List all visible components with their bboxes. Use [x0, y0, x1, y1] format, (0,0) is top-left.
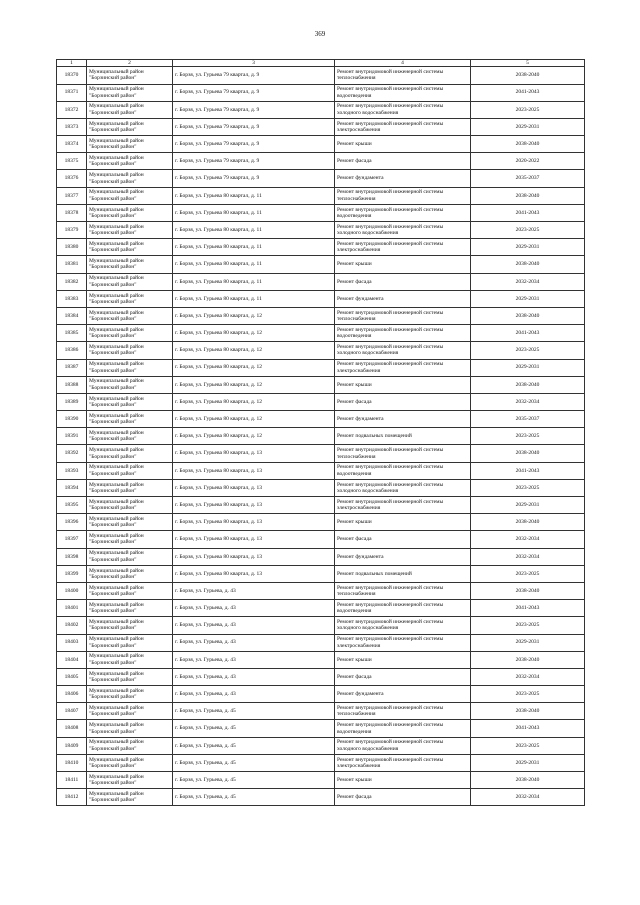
row-number-cell: 18392 — [57, 445, 87, 462]
work-type-cell: Ремонт фасада — [335, 393, 471, 410]
row-number-cell: 18398 — [57, 548, 87, 565]
table-row — [57, 754, 585, 771]
table-row — [57, 634, 585, 651]
work-type-cell: Ремонт внутридомовой инженерной системы холодного водоснабжения — [335, 479, 471, 496]
address-cell: г. Борзя, ул. Гурьева 80 квартал, д. 12 — [173, 393, 335, 410]
row-number-cell: 18383 — [57, 290, 87, 307]
municipality-cell: Муниципальный район "Борзинский район" — [87, 256, 173, 273]
period-cell: 2041-2043 — [471, 720, 585, 737]
period-cell: 2023-2025 — [471, 222, 585, 239]
period-cell: 2038-2040 — [471, 703, 585, 720]
column-header: 5 — [471, 60, 585, 67]
municipality-cell: Муниципальный район "Борзинский район" — [87, 772, 173, 789]
table-row — [57, 376, 585, 393]
work-type-cell: Ремонт внутридомовой инженерной системы электроснабжения — [335, 239, 471, 256]
address-cell: г. Борзя, ул. Гурьева 80 квартал, д. 13 — [173, 445, 335, 462]
work-type-cell: Ремонт внутридомовой инженерной системы холодного водоснабжения — [335, 101, 471, 118]
address-cell: г. Борзя, ул. Гурьева, д. 43 — [173, 600, 335, 617]
period-cell: 2032-2034 — [471, 668, 585, 685]
row-number-cell: 18376 — [57, 170, 87, 187]
work-type-cell: Ремонт фасада — [335, 668, 471, 685]
address-cell: г. Борзя, ул. Гурьева 80 квартал, д. 11 — [173, 239, 335, 256]
municipality-cell: Муниципальный район "Борзинский район" — [87, 703, 173, 720]
address-cell: г. Борзя, ул. Гурьева 80 квартал, д. 13 — [173, 548, 335, 565]
address-cell: г. Борзя, ул. Гурьева 80 квартал, д. 11 — [173, 222, 335, 239]
municipality-cell: Муниципальный район "Борзинский район" — [87, 617, 173, 634]
column-header: 3 — [173, 60, 335, 67]
row-number-cell: 18371 — [57, 84, 87, 101]
period-cell: 2023-2025 — [471, 342, 585, 359]
table-row — [57, 720, 585, 737]
table-row — [57, 462, 585, 479]
row-number-cell: 18378 — [57, 204, 87, 221]
row-number-cell: 18391 — [57, 428, 87, 445]
address-cell: г. Борзя, ул. Гурьева 80 квартал, д. 11 — [173, 187, 335, 204]
period-cell: 2038-2040 — [471, 307, 585, 324]
table-row — [57, 273, 585, 290]
row-number-cell: 18404 — [57, 651, 87, 668]
row-number-cell: 18402 — [57, 617, 87, 634]
work-type-cell: Ремонт фундамента — [335, 548, 471, 565]
period-cell: 2029-2031 — [471, 754, 585, 771]
table-row — [57, 600, 585, 617]
table-row — [57, 772, 585, 789]
work-type-cell: Ремонт фасада — [335, 273, 471, 290]
row-number-cell: 18399 — [57, 565, 87, 582]
municipality-cell: Муниципальный район "Борзинский район" — [87, 290, 173, 307]
municipality-cell: Муниципальный район "Борзинский район" — [87, 101, 173, 118]
row-number-cell: 18384 — [57, 307, 87, 324]
municipality-cell: Муниципальный район "Борзинский район" — [87, 273, 173, 290]
table-row — [57, 342, 585, 359]
period-cell: 2038-2040 — [471, 67, 585, 84]
table-row — [57, 153, 585, 170]
address-cell: г. Борзя, ул. Гурьева 80 квартал, д. 11 — [173, 256, 335, 273]
address-cell: г. Борзя, ул. Гурьева, д. 45 — [173, 737, 335, 754]
work-type-cell: Ремонт фасада — [335, 789, 471, 806]
row-number-cell: 18377 — [57, 187, 87, 204]
period-cell: 2041-2043 — [471, 462, 585, 479]
row-number-cell: 18394 — [57, 479, 87, 496]
period-cell: 2023-2025 — [471, 686, 585, 703]
table-row — [57, 479, 585, 496]
work-type-cell: Ремонт внутридомовой инженерной системы теплоснабжения — [335, 67, 471, 84]
municipality-cell: Муниципальный район "Борзинский район" — [87, 393, 173, 410]
address-cell: г. Борзя, ул. Гурьева, д. 45 — [173, 772, 335, 789]
table-row — [57, 789, 585, 806]
address-cell: г. Борзя, ул. Гурьева 79 квартал, д. 9 — [173, 170, 335, 187]
address-cell: г. Борзя, ул. Гурьева, д. 43 — [173, 634, 335, 651]
municipality-cell: Муниципальный район "Борзинский район" — [87, 118, 173, 135]
municipality-cell: Муниципальный район "Борзинский район" — [87, 531, 173, 548]
period-cell: 2041-2043 — [471, 204, 585, 221]
row-number-cell: 18409 — [57, 737, 87, 754]
row-number-cell: 18389 — [57, 393, 87, 410]
table-row — [57, 651, 585, 668]
period-cell: 2038-2040 — [471, 445, 585, 462]
column-number-row — [57, 60, 585, 67]
work-type-cell: Ремонт внутридомовой инженерной системы водоотведения — [335, 84, 471, 101]
period-cell: 2035-2037 — [471, 170, 585, 187]
table-row — [57, 737, 585, 754]
row-number-cell: 18370 — [57, 67, 87, 84]
municipality-cell: Муниципальный район "Борзинский район" — [87, 600, 173, 617]
row-number-cell: 18374 — [57, 136, 87, 153]
address-cell: г. Борзя, ул. Гурьева 80 квартал, д. 13 — [173, 514, 335, 531]
municipality-cell: Муниципальный район "Борзинский район" — [87, 497, 173, 514]
municipality-cell: Муниципальный район "Борзинский район" — [87, 187, 173, 204]
work-type-cell: Ремонт внутридомовой инженерной системы холодного водоснабжения — [335, 222, 471, 239]
municipality-cell: Муниципальный район "Борзинский район" — [87, 789, 173, 806]
period-cell: 2038-2040 — [471, 514, 585, 531]
municipality-cell: Муниципальный район "Борзинский район" — [87, 136, 173, 153]
address-cell: г. Борзя, ул. Гурьева, д. 43 — [173, 582, 335, 599]
table-row — [57, 136, 585, 153]
table-row — [57, 497, 585, 514]
period-cell: 2023-2025 — [471, 617, 585, 634]
municipality-cell: Муниципальный район "Борзинский район" — [87, 67, 173, 84]
row-number-cell: 18379 — [57, 222, 87, 239]
municipality-cell: Муниципальный район "Борзинский район" — [87, 376, 173, 393]
table-row — [57, 531, 585, 548]
work-type-cell: Ремонт внутридомовой инженерной системы теплоснабжения — [335, 187, 471, 204]
address-cell: г. Борзя, ул. Гурьева 79 квартал, д. 9 — [173, 84, 335, 101]
municipality-cell: Муниципальный район "Борзинский район" — [87, 634, 173, 651]
municipality-cell: Муниципальный район "Борзинский район" — [87, 359, 173, 376]
table-row — [57, 67, 585, 84]
municipality-cell: Муниципальный район "Борзинский район" — [87, 651, 173, 668]
work-type-cell: Ремонт фасада — [335, 531, 471, 548]
address-cell: г. Борзя, ул. Гурьева 80 квартал, д. 13 — [173, 479, 335, 496]
period-cell: 2032-2034 — [471, 789, 585, 806]
work-type-cell: Ремонт внутридомовой инженерной системы водоотведения — [335, 325, 471, 342]
work-type-cell: Ремонт внутридомовой инженерной системы холодного водоснабжения — [335, 342, 471, 359]
work-type-cell: Ремонт внутридомовой инженерной системы теплоснабжения — [335, 703, 471, 720]
work-type-cell: Ремонт внутридомовой инженерной системы электроснабжения — [335, 634, 471, 651]
work-type-cell: Ремонт фундамента — [335, 290, 471, 307]
period-cell: 2023-2025 — [471, 428, 585, 445]
period-cell: 2029-2031 — [471, 118, 585, 135]
period-cell: 2038-2040 — [471, 136, 585, 153]
table-row — [57, 222, 585, 239]
period-cell: 2041-2043 — [471, 325, 585, 342]
period-cell: 2041-2043 — [471, 600, 585, 617]
period-cell: 2038-2040 — [471, 582, 585, 599]
table-row — [57, 290, 585, 307]
period-cell: 2029-2031 — [471, 359, 585, 376]
municipality-cell: Муниципальный район "Борзинский район" — [87, 720, 173, 737]
municipality-cell: Муниципальный район "Борзинский район" — [87, 428, 173, 445]
table-row — [57, 256, 585, 273]
table-row — [57, 101, 585, 118]
municipality-cell: Муниципальный район "Борзинский район" — [87, 84, 173, 101]
table-row — [57, 84, 585, 101]
period-cell: 2032-2034 — [471, 273, 585, 290]
address-cell: г. Борзя, ул. Гурьева 80 квартал, д. 13 — [173, 462, 335, 479]
address-cell: г. Борзя, ул. Гурьева 79 квартал, д. 9 — [173, 118, 335, 135]
period-cell: 2038-2040 — [471, 187, 585, 204]
address-cell: г. Борзя, ул. Гурьева 79 квартал, д. 9 — [173, 136, 335, 153]
address-cell: г. Борзя, ул. Гурьева 80 квартал, д. 11 — [173, 273, 335, 290]
row-number-cell: 18380 — [57, 239, 87, 256]
row-number-cell: 18375 — [57, 153, 87, 170]
table-row — [57, 617, 585, 634]
table-row — [57, 239, 585, 256]
address-cell: г. Борзя, ул. Гурьева 80 квартал, д. 12 — [173, 307, 335, 324]
work-type-cell: Ремонт внутридомовой инженерной системы теплоснабжения — [335, 307, 471, 324]
table-row — [57, 428, 585, 445]
row-number-cell: 18411 — [57, 772, 87, 789]
work-type-cell: Ремонт подвальных помещений — [335, 428, 471, 445]
address-cell: г. Борзя, ул. Гурьева, д. 43 — [173, 617, 335, 634]
address-cell: г. Борзя, ул. Гурьева 79 квартал, д. 9 — [173, 101, 335, 118]
municipality-cell: Муниципальный район "Борзинский район" — [87, 342, 173, 359]
table-row — [57, 548, 585, 565]
row-number-cell: 18390 — [57, 411, 87, 428]
work-type-cell: Ремонт крыши — [335, 772, 471, 789]
work-type-cell: Ремонт фундамента — [335, 686, 471, 703]
column-header: 2 — [87, 60, 173, 67]
address-cell: г. Борзя, ул. Гурьева 80 квартал, д. 13 — [173, 497, 335, 514]
column-header: 4 — [335, 60, 471, 67]
address-cell: г. Борзя, ул. Гурьева 80 квартал, д. 13 — [173, 531, 335, 548]
work-type-cell: Ремонт крыши — [335, 256, 471, 273]
row-number-cell: 18405 — [57, 668, 87, 685]
period-cell: 2023-2025 — [471, 479, 585, 496]
row-number-cell: 18385 — [57, 325, 87, 342]
column-header: 1 — [57, 60, 87, 67]
municipality-cell: Муниципальный район "Борзинский район" — [87, 514, 173, 531]
table-row — [57, 445, 585, 462]
table-row — [57, 393, 585, 410]
row-number-cell: 18403 — [57, 634, 87, 651]
row-number-cell: 18372 — [57, 101, 87, 118]
row-number-cell: 18386 — [57, 342, 87, 359]
row-number-cell: 18412 — [57, 789, 87, 806]
table-body — [57, 67, 585, 806]
period-cell: 2041-2043 — [471, 84, 585, 101]
municipality-cell: Муниципальный район "Борзинский район" — [87, 565, 173, 582]
table-row — [57, 703, 585, 720]
work-type-cell: Ремонт внутридомовой инженерной системы холодного водоснабжения — [335, 737, 471, 754]
row-number-cell: 18393 — [57, 462, 87, 479]
address-cell: г. Борзя, ул. Гурьева 80 квартал, д. 12 — [173, 428, 335, 445]
address-cell: г. Борзя, ул. Гурьева 80 квартал, д. 12 — [173, 359, 335, 376]
municipality-cell: Муниципальный район "Борзинский район" — [87, 325, 173, 342]
municipality-cell: Муниципальный район "Борзинский район" — [87, 204, 173, 221]
table-row — [57, 204, 585, 221]
table-row — [57, 170, 585, 187]
work-type-cell: Ремонт внутридомовой инженерной системы водоотведения — [335, 600, 471, 617]
period-cell: 2032-2034 — [471, 548, 585, 565]
table-row — [57, 187, 585, 204]
address-cell: г. Борзя, ул. Гурьева 79 квартал, д. 9 — [173, 67, 335, 84]
work-type-cell: Ремонт подвальных помещений — [335, 565, 471, 582]
address-cell: г. Борзя, ул. Гурьева, д. 45 — [173, 720, 335, 737]
period-cell: 2023-2025 — [471, 101, 585, 118]
row-number-cell: 18373 — [57, 118, 87, 135]
table-row — [57, 118, 585, 135]
work-type-cell: Ремонт фундамента — [335, 170, 471, 187]
work-type-cell: Ремонт внутридомовой инженерной системы электроснабжения — [335, 359, 471, 376]
row-number-cell: 18401 — [57, 600, 87, 617]
address-cell: г. Борзя, ул. Гурьева, д. 45 — [173, 703, 335, 720]
work-type-cell: Ремонт внутридомовой инженерной системы водоотведения — [335, 204, 471, 221]
municipality-cell: Муниципальный район "Борзинский район" — [87, 737, 173, 754]
work-type-cell: Ремонт крыши — [335, 651, 471, 668]
work-type-cell: Ремонт крыши — [335, 514, 471, 531]
period-cell: 2032-2034 — [471, 393, 585, 410]
municipality-cell: Муниципальный район "Борзинский район" — [87, 170, 173, 187]
work-type-cell: Ремонт крыши — [335, 376, 471, 393]
row-number-cell: 18381 — [57, 256, 87, 273]
address-cell: г. Борзя, ул. Гурьева 79 квартал, д. 9 — [173, 153, 335, 170]
table-row — [57, 307, 585, 324]
address-cell: г. Борзя, ул. Гурьева 80 квартал, д. 11 — [173, 290, 335, 307]
address-cell: г. Борзя, ул. Гурьева 80 квартал, д. 12 — [173, 411, 335, 428]
page-number: 369 — [314, 30, 326, 38]
table-row — [57, 411, 585, 428]
row-number-cell: 18396 — [57, 514, 87, 531]
work-type-cell: Ремонт внутридомовой инженерной системы теплоснабжения — [335, 445, 471, 462]
row-number-cell: 18407 — [57, 703, 87, 720]
row-number-cell: 18395 — [57, 497, 87, 514]
table-row — [57, 359, 585, 376]
period-cell: 2023-2025 — [471, 565, 585, 582]
register-table — [56, 59, 585, 806]
work-type-cell: Ремонт внутридомовой инженерной системы электроснабжения — [335, 118, 471, 135]
work-type-cell: Ремонт крыши — [335, 136, 471, 153]
address-cell: г. Борзя, ул. Гурьева, д. 43 — [173, 686, 335, 703]
table-row — [57, 668, 585, 685]
address-cell: г. Борзя, ул. Гурьева 80 квартал, д. 12 — [173, 342, 335, 359]
row-number-cell: 18387 — [57, 359, 87, 376]
period-cell: 2020-2022 — [471, 153, 585, 170]
row-number-cell: 18408 — [57, 720, 87, 737]
period-cell: 2038-2040 — [471, 772, 585, 789]
municipality-cell: Муниципальный район "Борзинский район" — [87, 548, 173, 565]
period-cell: 2032-2034 — [471, 531, 585, 548]
municipality-cell: Муниципальный район "Борзинский район" — [87, 754, 173, 771]
period-cell: 2029-2031 — [471, 290, 585, 307]
municipality-cell: Муниципальный район "Борзинский район" — [87, 307, 173, 324]
work-type-cell: Ремонт внутридомовой инженерной системы водоотведения — [335, 462, 471, 479]
row-number-cell: 18382 — [57, 273, 87, 290]
municipality-cell: Муниципальный район "Борзинский район" — [87, 582, 173, 599]
period-cell: 2038-2040 — [471, 256, 585, 273]
municipality-cell: Муниципальный район "Борзинский район" — [87, 222, 173, 239]
work-type-cell: Ремонт внутридомовой инженерной системы водоотведения — [335, 720, 471, 737]
period-cell: 2023-2025 — [471, 737, 585, 754]
address-cell: г. Борзя, ул. Гурьева 80 квартал, д. 13 — [173, 565, 335, 582]
work-type-cell: Ремонт внутридомовой инженерной системы электроснабжения — [335, 497, 471, 514]
address-cell: г. Борзя, ул. Гурьева 80 квартал, д. 12 — [173, 325, 335, 342]
table-row — [57, 582, 585, 599]
table-row — [57, 565, 585, 582]
address-cell: г. Борзя, ул. Гурьева, д. 45 — [173, 754, 335, 771]
period-cell: 2038-2040 — [471, 651, 585, 668]
municipality-cell: Муниципальный район "Борзинский район" — [87, 411, 173, 428]
address-cell: г. Борзя, ул. Гурьева, д. 45 — [173, 789, 335, 806]
municipality-cell: Муниципальный район "Борзинский район" — [87, 686, 173, 703]
municipality-cell: Муниципальный район "Борзинский район" — [87, 479, 173, 496]
row-number-cell: 18410 — [57, 754, 87, 771]
address-cell: г. Борзя, ул. Гурьева, д. 43 — [173, 668, 335, 685]
row-number-cell: 18406 — [57, 686, 87, 703]
table-row — [57, 325, 585, 342]
municipality-cell: Муниципальный район "Борзинский район" — [87, 668, 173, 685]
period-cell: 2029-2031 — [471, 239, 585, 256]
table-row — [57, 686, 585, 703]
address-cell: г. Борзя, ул. Гурьева 80 квартал, д. 12 — [173, 376, 335, 393]
row-number-cell: 18397 — [57, 531, 87, 548]
row-number-cell: 18400 — [57, 582, 87, 599]
municipality-cell: Муниципальный район "Борзинский район" — [87, 462, 173, 479]
period-cell: 2029-2031 — [471, 497, 585, 514]
work-type-cell: Ремонт фасада — [335, 153, 471, 170]
work-type-cell: Ремонт фундамента — [335, 411, 471, 428]
municipality-cell: Муниципальный район "Борзинский район" — [87, 239, 173, 256]
work-type-cell: Ремонт внутридомовой инженерной системы теплоснабжения — [335, 582, 471, 599]
period-cell: 2038-2040 — [471, 376, 585, 393]
row-number-cell: 18388 — [57, 376, 87, 393]
work-type-cell: Ремонт внутридомовой инженерной системы холодного водоснабжения — [335, 617, 471, 634]
municipality-cell: Муниципальный район "Борзинский район" — [87, 445, 173, 462]
municipality-cell: Муниципальный район "Борзинский район" — [87, 153, 173, 170]
address-cell: г. Борзя, ул. Гурьева 80 квартал, д. 11 — [173, 204, 335, 221]
period-cell: 2029-2031 — [471, 634, 585, 651]
table-row — [57, 514, 585, 531]
address-cell: г. Борзя, ул. Гурьева, д. 43 — [173, 651, 335, 668]
work-type-cell: Ремонт внутридомовой инженерной системы электроснабжения — [335, 754, 471, 771]
period-cell: 2035-2037 — [471, 411, 585, 428]
